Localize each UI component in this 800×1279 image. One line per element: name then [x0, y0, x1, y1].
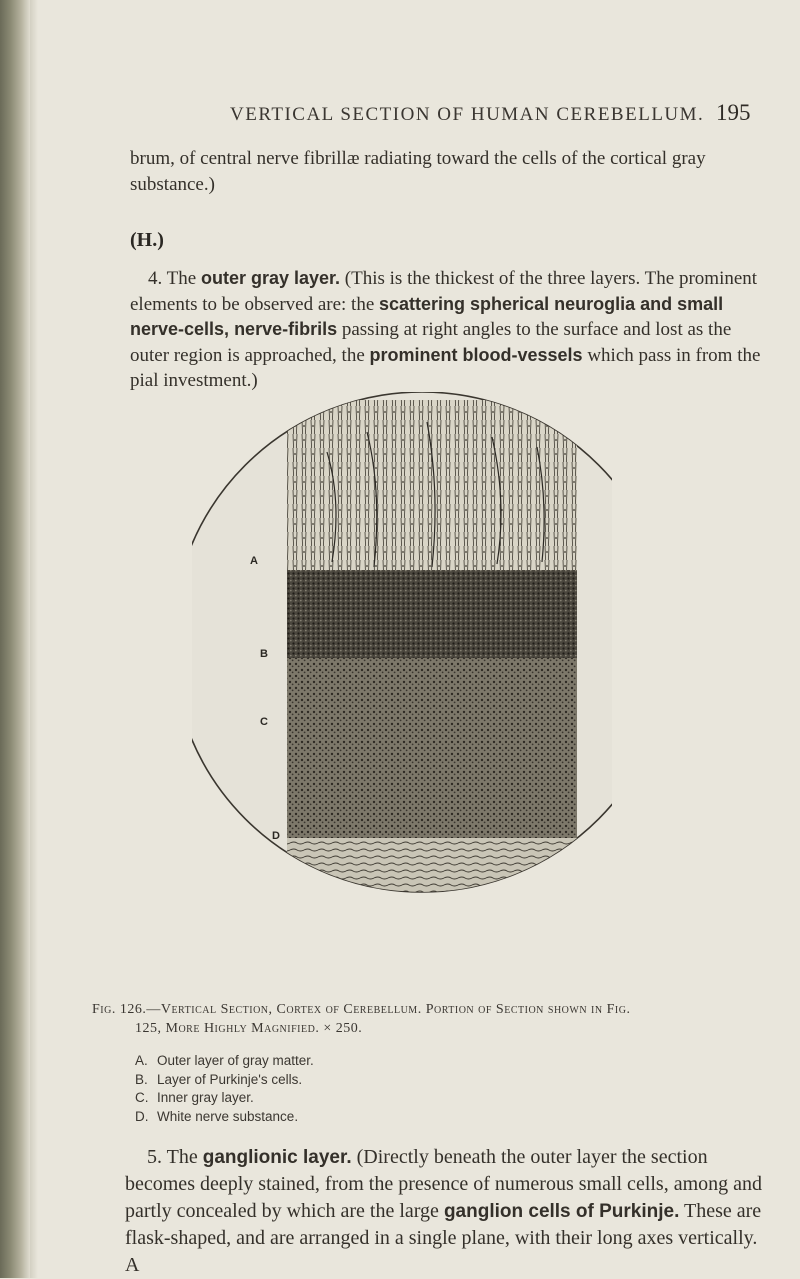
- label-A: A: [250, 555, 258, 567]
- term-purkinje-cells: ganglion cells of Purkinje.: [443, 1201, 680, 1222]
- cerebellum-section-illustration: [192, 392, 612, 992]
- figure-caption: [92, 1000, 782, 1038]
- legend-item: C. Inner gray layer.: [135, 1090, 254, 1105]
- section-marker: (H.): [130, 229, 164, 251]
- running-head: VERTICAL SECTION OF HUMAN CEREBELLUM.: [230, 104, 705, 125]
- figure-legend: [135, 1052, 314, 1126]
- term-outer-gray-layer: outer gray layer.: [200, 268, 341, 288]
- book-spine-shadow: [0, 0, 30, 1278]
- term-neuroglia: scattering spherical neuroglia and small nerve-cells, nerve-fibrils: [130, 293, 724, 339]
- page-number: 195: [716, 100, 751, 125]
- legend-item: A. Outer layer of gray matter.: [135, 1053, 314, 1068]
- term-ganglionic-layer: ganglionic layer.: [202, 1147, 352, 1168]
- caption-line-2: 125, More Highly Magnified. × 250.: [135, 1021, 363, 1036]
- item-number: 5.: [147, 1146, 162, 1168]
- microscope-figure: [192, 392, 612, 996]
- caption-line-1: Fig. 126.—Vertical Section, Cortex of Cerebellum. Portion of Section shown in Fig.: [92, 1002, 631, 1017]
- paragraph-ganglionic-layer: 5. The ganglionic layer. (Directly beneath the outer layer the section becomes deeply stained, from the presence of numerous small cells, among and partly concealed by which are the large ganglion cells of Purkinje. These are flask-shaped, and are arranged in a single plane, with their long axes vertically. A: [125, 1146, 763, 1276]
- item-number: 4.: [148, 268, 163, 289]
- page-gutter: [30, 0, 38, 1278]
- term-blood-vessels: prominent blood-vessels: [369, 344, 583, 365]
- paragraph-continued: brum, of central nerve fibrillæ radiating toward the cells of the cortical gray substance.): [130, 148, 706, 195]
- legend-item: D. White nerve substance.: [135, 1108, 299, 1124]
- paragraph-outer-gray-layer: 4. The outer gray layer. (This is the thickest of the three layers. The prominent elements to be observed are: the scattering spherical neuroglia and small nerve-cells, nerve-fibrils passing at right angles to the surface and lost as the outer region is approached, the prominent blood-vessels which pass in from the pial investment.): [130, 268, 761, 391]
- label-B: B: [260, 648, 268, 660]
- legend-item: B. Layer of Purkinje's cells.: [135, 1071, 303, 1087]
- label-C: C: [260, 716, 268, 728]
- label-D: D: [272, 830, 280, 842]
